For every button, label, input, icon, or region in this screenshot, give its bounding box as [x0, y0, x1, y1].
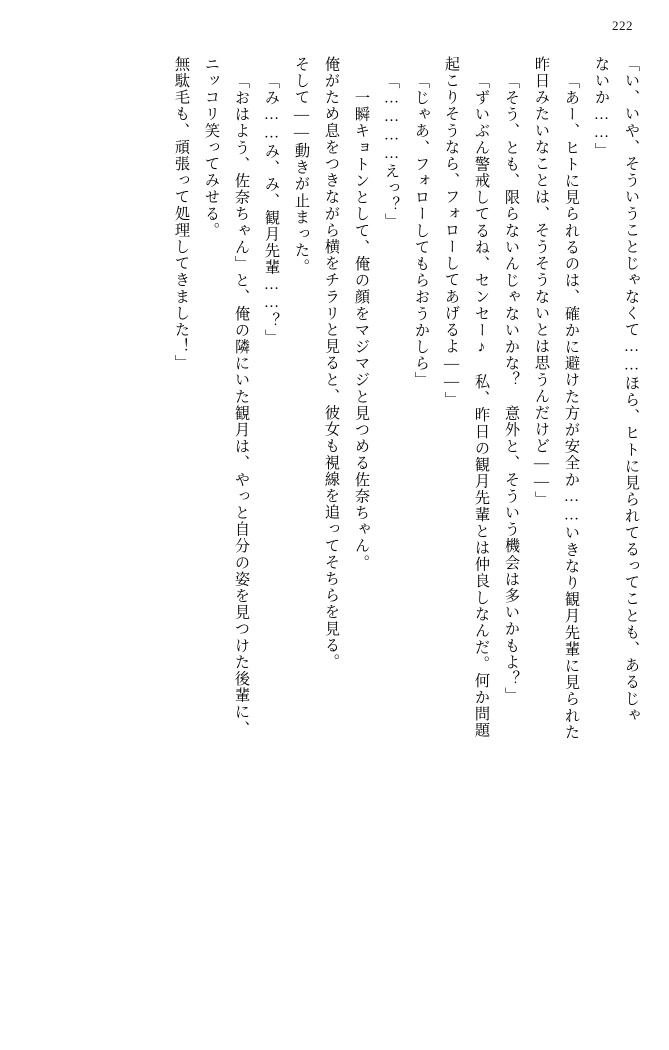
text-column: 俺がため息をつきながら横をチラリと見ると、彼女も視線を追ってそちらを見る。: [323, 56, 340, 671]
text-column: 「そう、とも、限らないんじゃないかな？ 意外と、そういう機会は多いかもよ？」: [503, 73, 520, 704]
text-column: 一瞬キョトンとして、俺の顔をマジマジと見つめる佐奈ちゃん。: [353, 73, 370, 571]
text-column: 「ずいぶん警戒してるね、センセー♪ 私、昨日の観月先輩とは仲良しなんだ。何か問題: [473, 73, 490, 739]
vertical-text-body: [24, 56, 639, 1022]
text-column: ニッコリ笑ってみせる。: [203, 56, 220, 239]
text-column: ないか……」: [593, 56, 610, 160]
text-column: 「あー、ヒトに見られるのは、確かに避けた方が安全か……いきなり観月先輩に見られた: [563, 73, 580, 741]
text-column: 「…………えっ？」: [383, 73, 400, 230]
page-number: 222: [612, 18, 633, 33]
text-column: 「おはよう、佐奈ちゃん」と、俺の隣にいた観月は、やっと自分の姿を見つけた後輩に、: [233, 73, 250, 737]
text-column: 無駄毛も、頑張って処理してきました！」: [173, 56, 190, 372]
text-column: 「じゃあ、フォローしてもらおうかしら」: [413, 73, 430, 389]
text-column: 「み……み、み、観月先輩……？」: [263, 73, 280, 346]
text-column: 起こりそうなら、フォローしてあげるよ――」: [443, 56, 460, 409]
text-column: そして――動きが止まった。: [293, 56, 310, 276]
text-column: 昨日みたいなことは、そうそうないとは思うんだけど――」: [533, 56, 550, 508]
text-column: 「い、いや、そういうことじゃなくて……ほら、ヒトに見られてるってことも、あるじゃ: [623, 56, 640, 724]
